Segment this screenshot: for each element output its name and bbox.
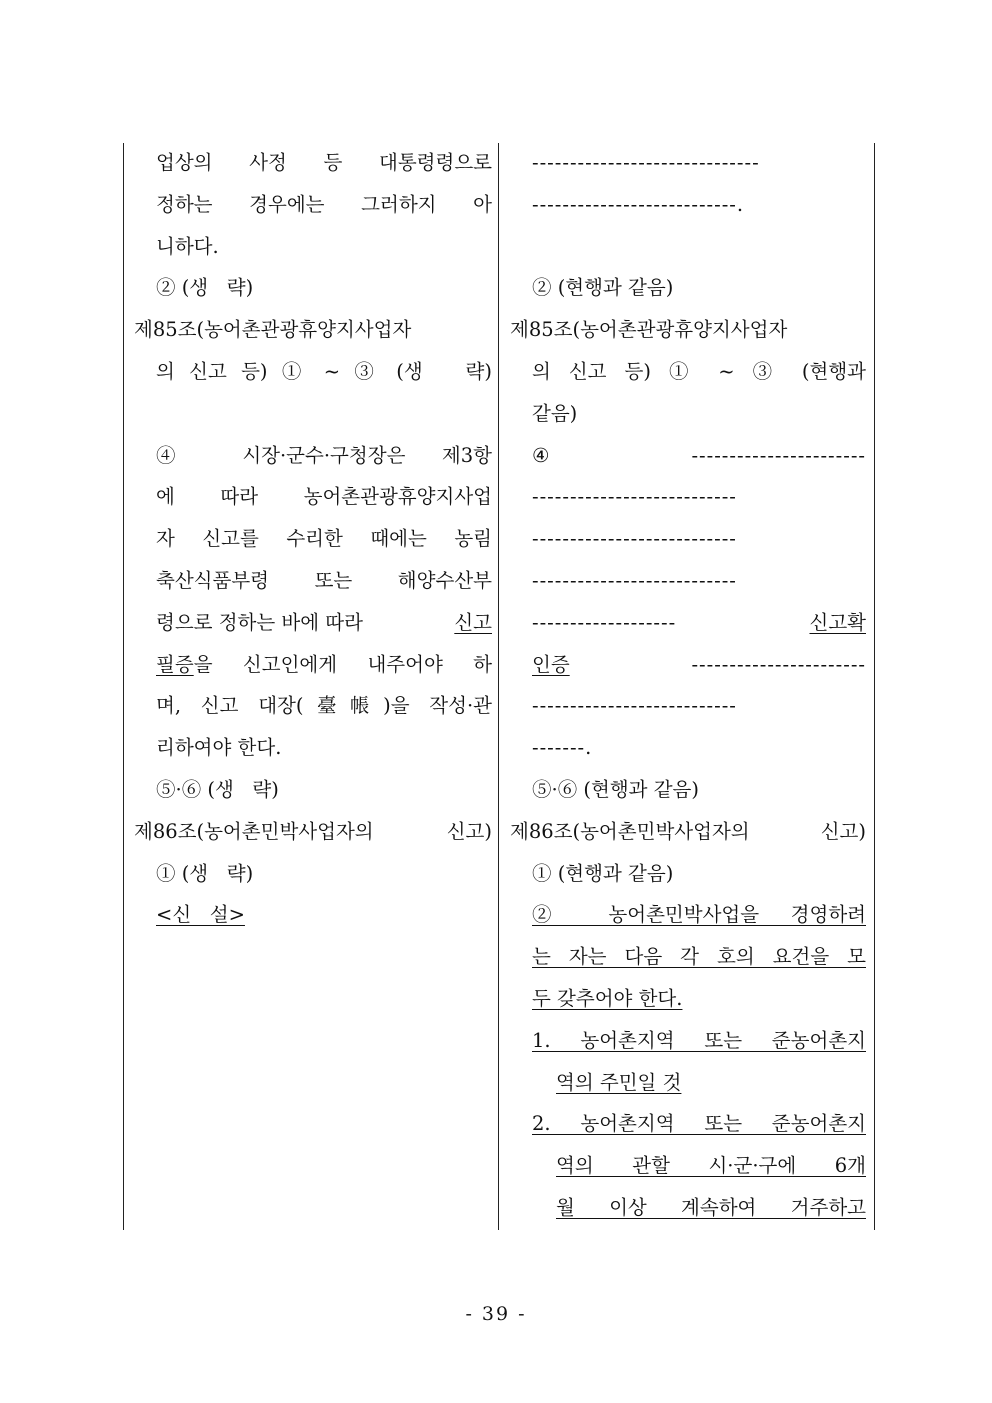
new-paragraph-2: ② 농어촌민박사업을 경영하려 bbox=[532, 903, 866, 927]
text-line: 정하는 경우에는 그러하지 아 bbox=[156, 192, 492, 216]
article-86-heading: 제86조(농어촌민박사업자의 신고) bbox=[134, 819, 492, 843]
page-number: - 39 - bbox=[465, 1303, 527, 1325]
text-line: 의 신고 등) ① ~ ③ (생 략) bbox=[156, 359, 492, 383]
text-segment: 을 신고인에게 내주어야 하 bbox=[193, 652, 492, 676]
item-1-line: 역의 주민일 것 bbox=[556, 1070, 682, 1094]
text-line: 니하다. bbox=[156, 234, 219, 258]
underlined-term: 필증 bbox=[156, 652, 194, 676]
item-2-line: 월 이상 계속하여 거주하고 bbox=[556, 1195, 866, 1219]
text-segment: 령으로 정하는 바에 따라 bbox=[156, 610, 363, 634]
text-line: 의 신고 등) ① ~ ③ (현행과 bbox=[532, 359, 866, 383]
new-paragraph-2-line: 는 자는 다음 각 호의 요건을 모 bbox=[532, 945, 866, 969]
new-provision-marker: <신 설> bbox=[156, 903, 245, 927]
amendment-column bbox=[510, 142, 866, 1229]
paragraph-2: ② (현행과 같음) bbox=[532, 276, 674, 300]
item-2-line: 역의 관할 시·군·구에 6개 bbox=[556, 1154, 866, 1178]
dash-segment: ----------------------- bbox=[691, 443, 866, 467]
new-paragraph-2-line: 두 갖추어야 한다. bbox=[532, 986, 683, 1010]
blank-line bbox=[134, 393, 492, 435]
underlined-term: 신고확 bbox=[809, 610, 866, 634]
paragraph-2: ② (생 략) bbox=[156, 276, 254, 300]
text-line: ④ 시장·군수·구청장은 제3항 bbox=[156, 443, 492, 467]
paragraph-1: ① (생 략) bbox=[156, 861, 254, 885]
dash-line: --------------------------- bbox=[532, 485, 737, 509]
dash-line: ------------------------------ bbox=[532, 151, 760, 174]
table-left-border bbox=[123, 143, 124, 1230]
paragraph-1: ① (현행과 같음) bbox=[532, 861, 674, 885]
dash-line: ---------------------------. bbox=[532, 192, 745, 216]
item-2: 2. 농어촌지역 또는 준농어촌지 bbox=[532, 1112, 866, 1136]
dash-line: --------------------------- bbox=[532, 694, 737, 718]
text-line bbox=[510, 602, 866, 644]
text-line: 리하여야 한다. bbox=[156, 736, 282, 760]
table-right-border bbox=[874, 143, 875, 1230]
dash-line: --------------------------- bbox=[532, 568, 737, 592]
underlined-term: 인증 bbox=[532, 652, 570, 676]
underlined-term: 신고 bbox=[454, 610, 492, 634]
text-line: 며, 신고 대장(臺帳)을 작성·관 bbox=[156, 694, 492, 718]
current-law-column bbox=[134, 142, 492, 936]
article-85-heading: 제85조(농어촌관광휴양지사업자 bbox=[134, 318, 412, 342]
text-line bbox=[510, 644, 866, 686]
dash-segment: ----------------------- bbox=[691, 652, 866, 676]
text-line: 에 따라 농어촌관광휴양지사업 bbox=[156, 485, 492, 509]
text-line: 같음) bbox=[532, 401, 578, 425]
dash-line: -------. bbox=[532, 736, 593, 760]
table-center-divider bbox=[498, 143, 499, 1230]
text-line: 자 신고를 수리한 때에는 농림 bbox=[156, 527, 492, 551]
text-line bbox=[134, 644, 492, 686]
dash-line: --------------------------- bbox=[532, 527, 737, 551]
text-line: 축산식품부령 또는 해양수산부 bbox=[156, 568, 492, 592]
paragraph-5-6: ⑤·⑥ (생 략) bbox=[156, 777, 279, 801]
text-line bbox=[134, 602, 492, 644]
article-85-heading: 제85조(농어촌관광휴양지사업자 bbox=[510, 318, 788, 342]
blank-line bbox=[510, 226, 866, 268]
item-1: 1. 농어촌지역 또는 준농어촌지 bbox=[532, 1028, 866, 1052]
text-line: 업상의 사정 등 대통령령으로 bbox=[156, 151, 492, 174]
paragraph-5-6: ⑤·⑥ (현행과 같음) bbox=[532, 777, 699, 801]
article-86-heading: 제86조(농어촌민박사업자의 신고) bbox=[510, 819, 866, 843]
dash-segment: ------------------- bbox=[532, 610, 677, 634]
text-line: ④ ----------------------- bbox=[510, 435, 866, 477]
